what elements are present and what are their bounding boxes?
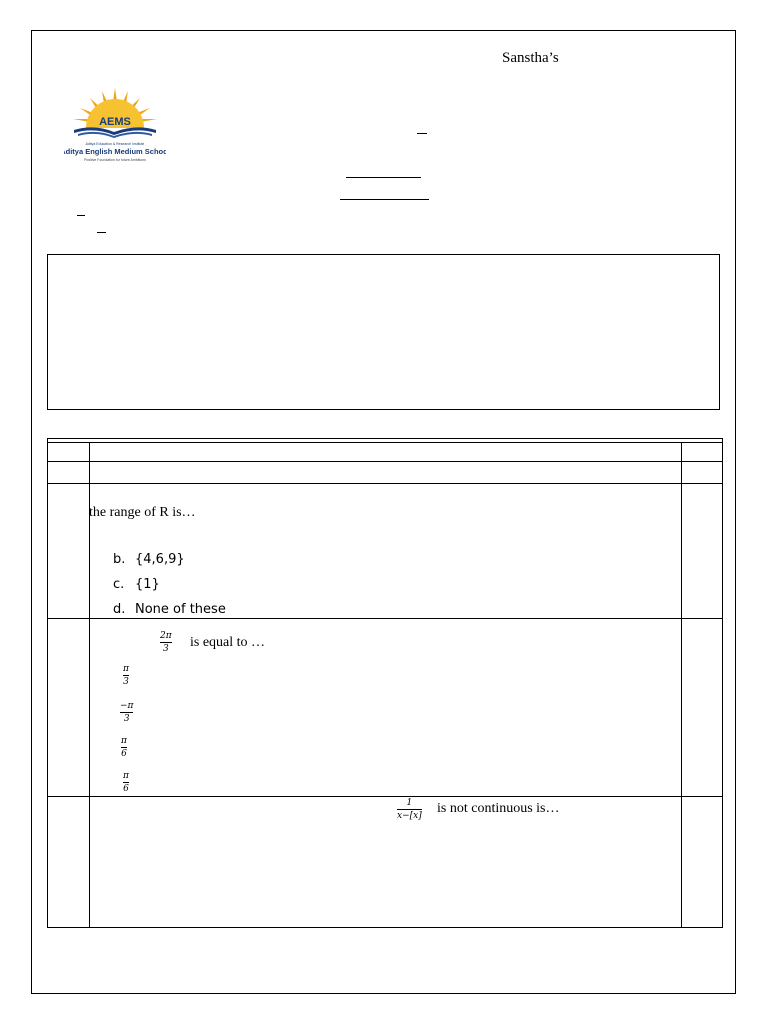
school-logo	[64, 86, 166, 164]
option-text: {1}	[135, 577, 160, 592]
table-row-divider	[48, 483, 722, 484]
header-title: Sanstha’s	[502, 50, 559, 66]
option	[113, 552, 185, 567]
option-text: {4,6,9}	[135, 552, 185, 567]
table-double-rule	[48, 442, 722, 443]
stem-fraction	[397, 798, 422, 821]
logo-top-text: Aditya Education & Research Institute	[85, 142, 145, 146]
option-fraction	[123, 664, 129, 687]
option-fraction	[123, 771, 129, 794]
logo-school-name: Aditya English Medium School	[64, 147, 166, 156]
question-stem-suffix: is equal to …	[190, 635, 266, 650]
fraction-numerator: π	[121, 736, 127, 746]
table-row-divider	[48, 461, 722, 462]
stem-fraction	[160, 631, 172, 654]
fraction-denominator: 3	[123, 714, 130, 724]
blank-line	[417, 133, 427, 134]
question-stem-suffix: is not continuous is…	[437, 801, 560, 816]
blank-line	[346, 177, 421, 178]
fraction-denominator: 6	[123, 784, 129, 794]
table-row-divider	[48, 796, 722, 797]
table-row-divider	[48, 618, 722, 619]
option-label: d.	[113, 602, 126, 617]
option	[113, 602, 226, 617]
blank-line	[97, 232, 106, 233]
fraction-numerator: −π	[120, 701, 134, 711]
fraction-numerator: π	[123, 664, 129, 674]
fraction-numerator: 1	[406, 798, 413, 808]
option-label: c.	[113, 577, 125, 592]
fraction-denominator: 6	[121, 749, 127, 759]
fraction-denominator: 3	[162, 644, 169, 654]
fraction-denominator: 3	[123, 677, 129, 687]
instructions-box	[47, 254, 720, 410]
option-text: None of these	[135, 602, 226, 617]
fraction-numerator: π	[123, 771, 129, 781]
option-fraction	[120, 701, 133, 724]
fraction-denominator: x−[x]	[397, 811, 422, 821]
blank-line	[77, 215, 85, 216]
logo-tagline: Positive Foundation for future Ambitions	[84, 158, 146, 162]
table-col-divider	[681, 442, 682, 927]
option-fraction	[121, 736, 127, 759]
fraction-numerator: 2π	[160, 631, 172, 641]
option	[113, 577, 160, 592]
blank-line	[340, 199, 429, 200]
option-label: b.	[113, 552, 126, 567]
question-stem: the range of R is…	[89, 505, 196, 520]
logo-acronym: AEMS	[99, 116, 131, 128]
